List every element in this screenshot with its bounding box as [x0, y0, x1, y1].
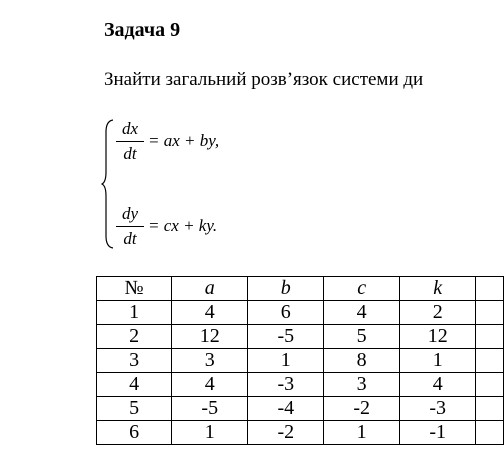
equation-rhs: = cx + ky. [148, 216, 218, 235]
cell-cut-off [476, 349, 504, 373]
cell-a: 3 [172, 349, 248, 373]
cell-c: 8 [324, 349, 400, 373]
cell-a: 12 [172, 325, 248, 349]
problem-statement: Знайти загальний розв’язок системи ди [104, 69, 424, 90]
cell-b: 1 [248, 349, 324, 373]
cell-k: -1 [400, 421, 476, 445]
cell-k: 2 [400, 301, 476, 325]
fraction-bar [116, 141, 144, 142]
fraction-denominator: dt [123, 229, 137, 248]
cell-number: 5 [97, 397, 172, 421]
cell-b: -3 [248, 373, 324, 397]
problem-title: Задача 9 [104, 19, 181, 41]
fraction-dy-dt [116, 204, 144, 249]
table-header-row [97, 277, 504, 301]
cell-number: 3 [97, 349, 172, 373]
cell-a: -5 [172, 397, 248, 421]
cell-cut-off [476, 301, 504, 325]
fraction-denominator: dt [123, 144, 137, 163]
cell-c: -2 [324, 397, 400, 421]
cell-number: 6 [97, 421, 172, 445]
cell-b: -2 [248, 421, 324, 445]
cell-cut-off [476, 397, 504, 421]
cell-k: -3 [400, 397, 476, 421]
cell-c: 3 [324, 373, 400, 397]
fraction-numerator: dx [121, 119, 139, 138]
cell-number: 2 [97, 325, 172, 349]
cell-k: 12 [400, 325, 476, 349]
header-a: a [172, 277, 248, 301]
equation-rhs: = ax + by, [148, 131, 220, 150]
header-c: c [324, 277, 400, 301]
fraction-bar [116, 226, 144, 227]
table-row [97, 421, 504, 445]
cell-c: 4 [324, 301, 400, 325]
table-row [97, 397, 504, 421]
header-cut-off [476, 277, 504, 301]
cell-a: 1 [172, 421, 248, 445]
header-k: k [400, 277, 476, 301]
cell-b: -4 [248, 397, 324, 421]
cell-cut-off [476, 373, 504, 397]
fraction-dx-dt [116, 119, 144, 164]
cell-a: 4 [172, 301, 248, 325]
cell-cut-off [476, 325, 504, 349]
cell-a: 4 [172, 373, 248, 397]
left-brace-icon [101, 118, 115, 250]
header-number: № [97, 277, 172, 301]
cell-c: 5 [324, 325, 400, 349]
table-row [97, 325, 504, 349]
cell-k: 4 [400, 373, 476, 397]
cell-b: 6 [248, 301, 324, 325]
cell-cut-off [476, 421, 504, 445]
table-row [97, 349, 504, 373]
cell-k: 1 [400, 349, 476, 373]
coefficients-table [96, 276, 504, 445]
cell-number: 1 [97, 301, 172, 325]
fraction-numerator: dy [121, 204, 139, 223]
cell-b: -5 [248, 325, 324, 349]
table-row [97, 373, 504, 397]
cell-c: 1 [324, 421, 400, 445]
header-b: b [248, 277, 324, 301]
cell-number: 4 [97, 373, 172, 397]
table-row [97, 301, 504, 325]
